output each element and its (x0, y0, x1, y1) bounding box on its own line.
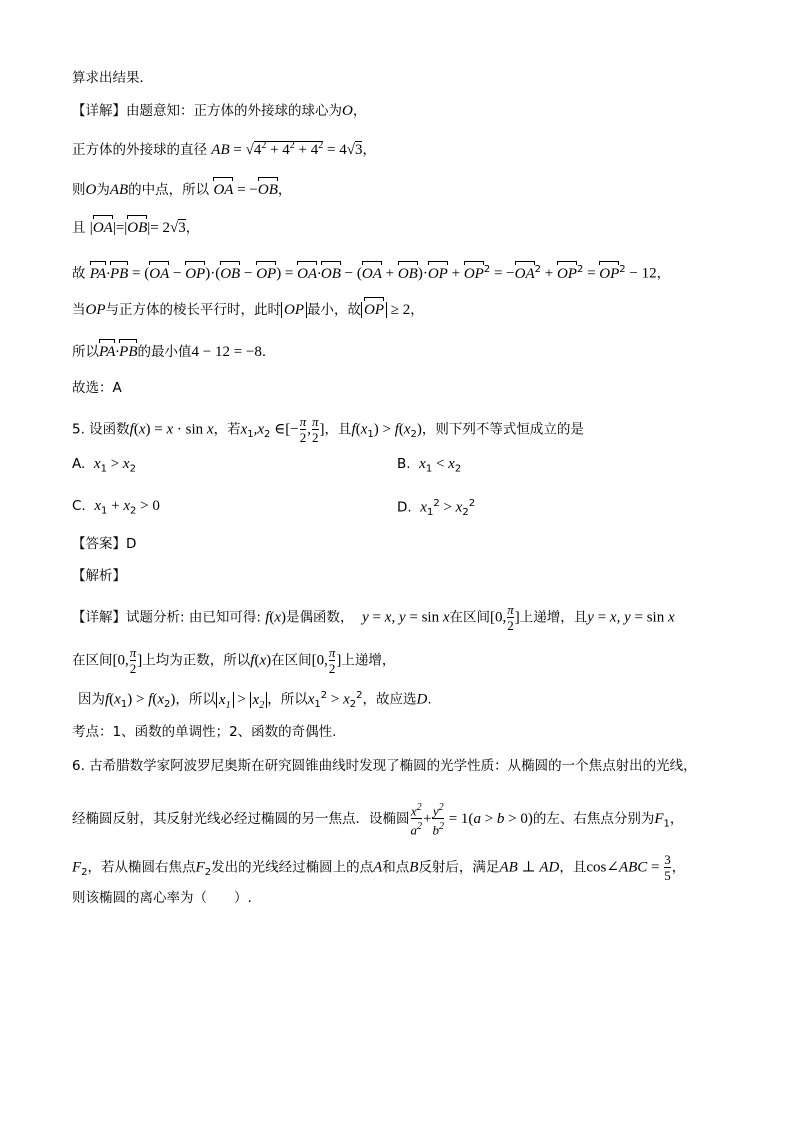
question-5-stem: 5. 设函数f(x) = x · sin x，若$x_1,x_2$ ∈[− $\frac{\pi}{2}$ , $\frac{\pi}{2}$ ]，且$f(x_1) > f(x_2)$，则下列不等式恒成立的是 (72, 414, 584, 445)
option-d: D. $x_1^2 > x_2^2$ (397, 498, 476, 519)
text-line: 考点：1、函数的单调性；2、函数的奇偶性. (72, 724, 337, 740)
question-6-line: 6. 古希腊数学家阿波罗尼奥斯在研究圆锥曲线时发现了椭圆的光学性质：从椭圆的一个焦点射出的光线， (72, 758, 697, 774)
option-a: A. $x_1 > x_2$ (72, 456, 136, 475)
question-6-line: 经椭圆反射，其反射光线必经过椭圆的另一焦点．设椭圆 $\frac{x^2}{a^2}$ + $\frac{y^2}{b^2}$ = 1(a > b > 0)的左、右焦点分别为$F_1$， (72, 802, 684, 838)
text-line: 所以PA·PB的最小值4 − 12 = −8． (72, 344, 276, 360)
text-line: 故 $PA\cdot PB = (OA - OP)\cdot(OB - OP) = OA\cdot OB - (OA + OB)\cdot OP + OP^2 = -OA^2 + OP^2 = OP^2 - 12$， (72, 264, 671, 282)
text-line: 因为$f(x_1) > f(x_2)$，所以 $x_1 > x_2$ ，所以$x_1^2 > x_2^2$，故应选D. (78, 690, 432, 711)
text-line: 故选：A (72, 380, 122, 396)
text-line: 【详解】试题分析: 由已知可得: f(x)是偶函数， y = x, y = sin x在区间[0, $\frac{\pi}{2}$ ]上递增，且y = x, y = sin x (72, 602, 675, 633)
text-line: 在区间[0, $\frac{\pi}{2}$ ]上均为正数，所以f(x)在区间[0, $\frac{\pi}{2}$ ]上递增， (72, 645, 396, 676)
analysis-label: 【解析】 (72, 568, 126, 584)
answer-label: 【答案】D (72, 536, 137, 552)
question-6-line: 则该椭圆的离心率为（ ）. (72, 890, 252, 906)
text-line: 则O为AB的中点，所以 OA = −OB， (72, 182, 292, 198)
question-6-line: $F_2$，若从椭圆右焦点$F_2$发出的光线经过椭圆上的点A和点B反射后，满足AB ⊥ AD，且cos∠ABC = $\frac{3}{5}$ ， (72, 852, 686, 883)
option-c: C. $x_1 + x_2 > 0$ (72, 498, 160, 517)
text-line: 当OP与正方体的棱长平行时，此时 OP 最小，故 OP ≥ 2， (72, 302, 424, 318)
text-line: 【详解】由题意知：正方体的外接球的球心为O， (72, 103, 367, 119)
text-line: 算求出结果． (72, 70, 153, 86)
text-line: 正方体的外接球的直径 AB = $√4^2 + 4^2 + 4^2 = 4√3$， (72, 140, 376, 158)
text-line: 且 |OA|=|OB|= 2√3， (72, 220, 200, 236)
option-b: B. $x_1 < x_2$ (397, 456, 462, 475)
